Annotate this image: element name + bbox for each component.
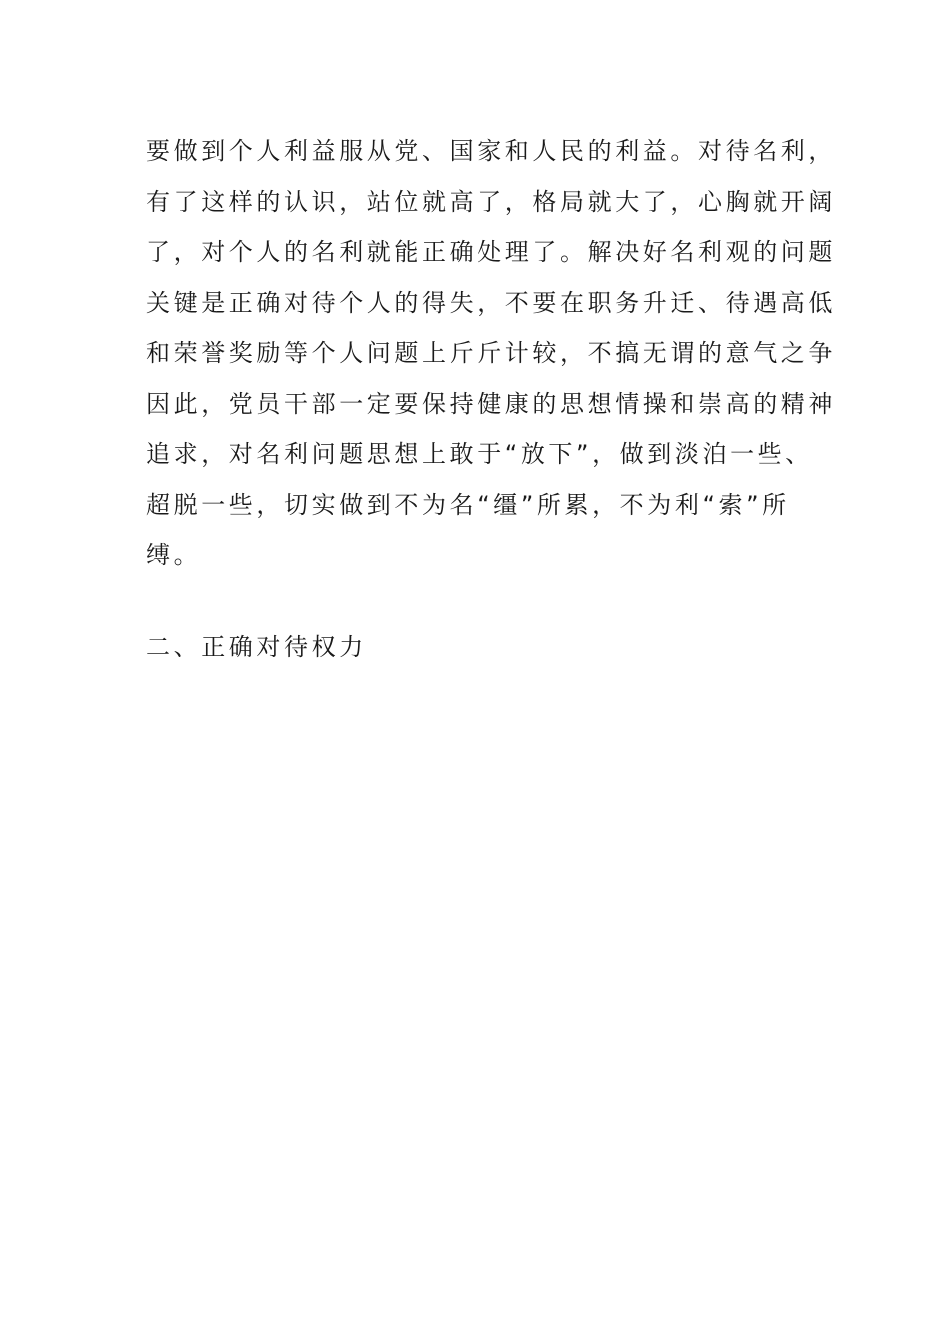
paragraph-line: 了，对个人的名利就能正确处理了。解决好名利观的问题 xyxy=(146,238,836,266)
paragraph-line: 有了这样的认识，站位就高了，格局就大了，心胸就开阔 xyxy=(146,187,836,216)
paragraph-line: 和荣誉奖励等个人问题上斤斤计较，不搞无谓的意气之争 xyxy=(146,339,836,367)
paragraph-line: 超脱一些，切实做到不为名“缰”所累，不为利“索”所 xyxy=(146,490,790,519)
paragraph-line: 缚。 xyxy=(146,541,202,569)
body-paragraph xyxy=(146,126,836,581)
paragraph-line: 要做到个人利益服从党、国家和人民的利益。对待名利， xyxy=(146,137,836,165)
section-heading: 二、正确对待权力 xyxy=(146,633,367,661)
paragraph-line: 因此，党员干部一定要保持健康的思想情操和崇高的精神 xyxy=(146,389,836,418)
paragraph-line: 关键是正确对待个人的得失，不要在职务升迁、待遇高低 xyxy=(146,288,836,317)
paragraph-line: 追求，对名利问题思想上敢于“放下”，做到淡泊一些、 xyxy=(146,440,813,468)
